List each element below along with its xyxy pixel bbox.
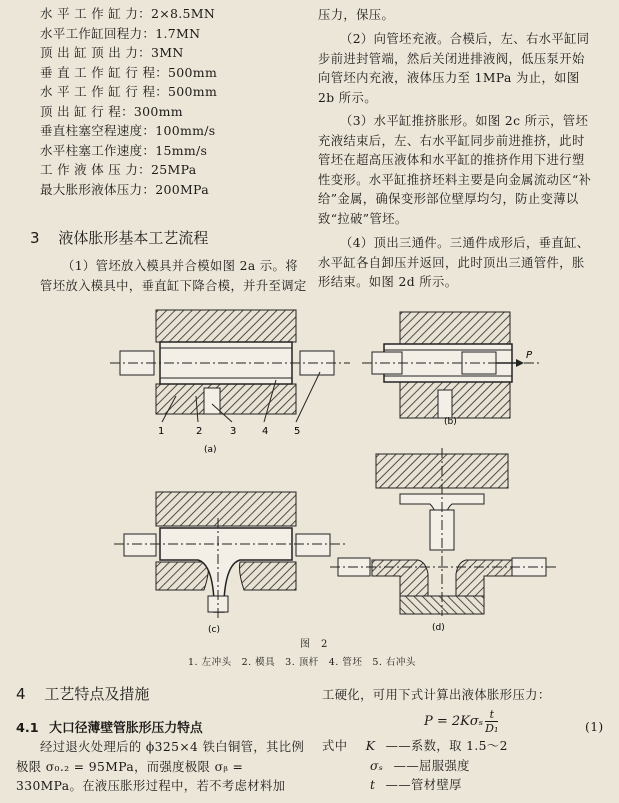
formula-numerator: t: [485, 708, 498, 722]
section-number: 3: [30, 229, 40, 247]
figure-2-diagram: [100, 300, 600, 670]
section-3-paragraph-1: （1）管坯放入模具并合模如图 2a 示。将管坯放入模具中，垂直缸下降合模，并升至调定: [40, 259, 307, 293]
figure-legend: 1. 左冲头 2. 模具 3. 顶杆 4. 管坯 5. 右冲头: [188, 657, 416, 668]
subfigure-label: (d): [432, 623, 445, 633]
section-4-heading: [16, 683, 149, 704]
section-3-heading: [30, 227, 208, 248]
upper-die: [156, 492, 296, 526]
subfigure-b: [362, 312, 540, 427]
lower-die-left: [156, 562, 209, 590]
spec-item: 最大胀形液体压力：200MPa: [40, 181, 209, 197]
variable-list: [322, 737, 602, 796]
ejector-rod: [204, 388, 220, 414]
pressure-arrowhead: [516, 359, 524, 367]
upper-die: [400, 312, 510, 344]
figure-title: 图 2: [300, 639, 328, 650]
part-label: 1: [158, 426, 165, 437]
section-title: 工艺特点及措施: [44, 685, 150, 703]
lower-die-right: [240, 562, 297, 590]
variable-symbol: t: [370, 778, 376, 793]
spec-item: 工 作 液 体 压 力：25MPa: [40, 162, 197, 177]
section-title: 液体胀形基本工艺流程: [58, 229, 209, 247]
variable-symbol: σₛ: [370, 758, 384, 773]
spec-item: 顶 出 缸 顶 出 力：3MN: [40, 45, 184, 60]
pressure-label: P: [526, 350, 533, 361]
lower-die-left: [372, 560, 428, 596]
subfigure-label: (b): [444, 417, 457, 427]
right-paragraph-4: （4）顶出三通件。三通件成形后，垂直缸、水平缸各自卸压并返回，此时顶出三通管件，胀形结束。如图 2d 所示。: [318, 236, 590, 290]
left-punch: [124, 534, 156, 556]
variable-description: ——管材壁厚: [385, 778, 462, 793]
part-label: 5: [294, 426, 301, 437]
spec-item: 水平柱塞工作速度：15mm/s: [40, 142, 208, 158]
lower-die: [156, 384, 296, 414]
ejector-rod: [438, 390, 452, 418]
right-paragraph-3: （3）水平缸推挤胀形。如图 2c 所示，管坯充液结束后，左、右水平缸同步前进推挤，此时管坯在超高压液体和水平缸的推挤作用下进行塑性变形。水平缸推挤坯料主要是向金属流动区“补给”金属，确保变形部位壁厚均匀，防止变薄以致“拉破”管坯。: [318, 114, 592, 226]
formula-denominator: D₁: [485, 722, 499, 735]
upper-die: [156, 310, 296, 342]
subsection-title: 大口径薄壁管胀形压力特点: [49, 721, 203, 736]
formula-number: (1): [585, 720, 604, 734]
variable-description: ——屈服强度: [393, 758, 470, 773]
subfigure-c: [114, 492, 348, 635]
subfigure-d: [330, 448, 556, 633]
subsection-number: 4.1: [16, 721, 39, 736]
spec-item: 垂直柱塞空程速度：100mm/s: [40, 123, 216, 138]
spec-item: 水平工作缸回程力：1.7MN: [40, 25, 201, 41]
section-number: 4: [16, 685, 26, 703]
variable-description: ——系数，取 1.5～2: [385, 739, 508, 753]
formula-intro: 工硬化，可用下式计算出液体胀形压力：: [322, 688, 551, 702]
subsection-4-1-heading: [16, 717, 203, 736]
lower-die-right: [456, 560, 512, 596]
right-punch: [296, 534, 330, 556]
part-label: 3: [230, 426, 237, 437]
part-label: 4: [262, 426, 269, 437]
formula-lhs: P = 2Kσₛ: [424, 714, 484, 729]
spec-item: 水 平 工 作 缸 力：2×8.5MN: [40, 6, 216, 21]
variable-symbol: K: [365, 739, 376, 753]
subfigure-a: [110, 310, 350, 455]
right-paragraph-2: （2）向管坯充液。合模后，左、右水平缸同步前进封管端，然后关闭进排液阀，低压泵开始向管坯内充液，液体压力至 1MPa 为止，如图 2b 所示。: [318, 32, 590, 105]
right-paragraph-0: 压力，保压。: [318, 8, 395, 22]
spec-item: 顶 出 缸 行 程：300mm: [40, 103, 183, 119]
lower-die: [400, 382, 510, 418]
spec-item: 水 平 工 作 缸 行 程：500mm: [40, 84, 218, 99]
spec-item: 垂 直 工 作 缸 行 程：500mm: [40, 64, 218, 80]
spec-list: [40, 4, 217, 199]
subsection-4-1-paragraph: 经过退火处理后的 ϕ325×4 铁白铜管，其比例极限 σ₀.₂ = 95MPa，而强度极限 σᵦ = 330MPa。在液压胀形过程中，若不考虑材料加: [16, 740, 305, 794]
where-label: 式中: [322, 739, 348, 753]
part-label: 2: [196, 426, 203, 437]
subfigure-label: (a): [204, 445, 217, 455]
formula-1: [424, 708, 498, 735]
subfigure-label: (c): [208, 625, 220, 635]
